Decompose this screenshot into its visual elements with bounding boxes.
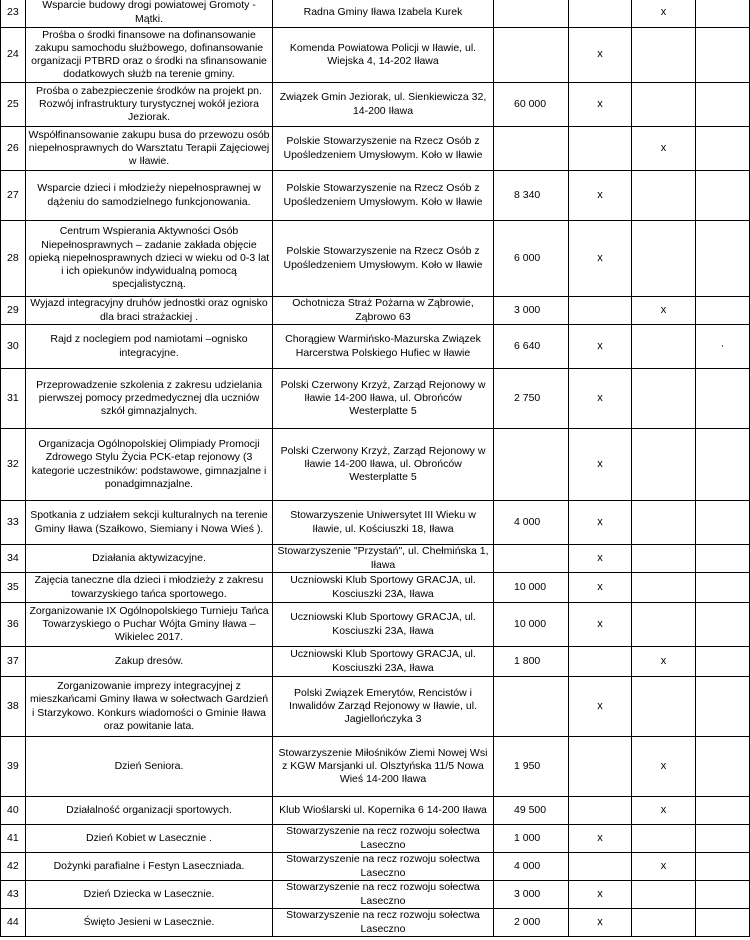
row-number: 34 xyxy=(1,545,26,573)
mark-col-1: x xyxy=(569,677,632,737)
mark-col-2 xyxy=(632,881,696,909)
mark-col-2: x xyxy=(632,737,696,797)
organization: Polskie Stowarzyszenie na Rzecz Osób z Upośledzeniem Umysłowym. Koło w Iławie xyxy=(273,221,494,297)
mark-col-3 xyxy=(696,647,750,677)
mark-col-3 xyxy=(696,603,750,647)
amount: 10 000 xyxy=(494,603,569,647)
table-row xyxy=(1,171,750,221)
mark-col-2: x xyxy=(632,647,696,677)
mark-col-1 xyxy=(569,853,632,881)
amount: 1 950 xyxy=(494,737,569,797)
table-row xyxy=(1,429,750,501)
table-row xyxy=(1,83,750,127)
amount xyxy=(494,429,569,501)
amount xyxy=(494,28,569,83)
amount: 49 500 xyxy=(494,797,569,825)
mark-col-2 xyxy=(632,573,696,603)
amount: 8 340 xyxy=(494,171,569,221)
table-row xyxy=(1,28,750,83)
amount: 3 000 xyxy=(494,881,569,909)
row-number: 33 xyxy=(1,501,26,545)
amount: 3 000 xyxy=(494,297,569,325)
row-number: 28 xyxy=(1,221,26,297)
mark-col-3: · xyxy=(696,325,750,369)
row-number: 36 xyxy=(1,603,26,647)
organization: Uczniowski Klub Sportowy GRACJA, ul. Kosciuszki 23A, Iława xyxy=(273,573,494,603)
mark-col-2 xyxy=(632,221,696,297)
mark-col-2 xyxy=(632,325,696,369)
organization: Ochotnicza Straż Pożarna w Ząbrowie, Ząbrowo 63 xyxy=(273,297,494,325)
task-description: Działalność organizacji sportowych. xyxy=(26,797,273,825)
table-row xyxy=(1,369,750,429)
mark-col-3 xyxy=(696,573,750,603)
task-description: Organizacja Ogólnopolskiej Olimpiady Promocji Zdrowego Stylu Życia PCK-etap rejonowy (3 kategorie uczestników: podstawowe, gimnazjalne i ponadgimnazjalne. xyxy=(26,429,273,501)
task-description: Przeprowadzenie szkolenia z zakresu udzielania pierwszej pomocy przedmedycznej dla uczniów szkół gimnazjalnych. xyxy=(26,369,273,429)
mark-col-1 xyxy=(569,0,632,28)
organization: Stowarzyszenie na recz rozwoju sołectwa Laseczno xyxy=(273,825,494,853)
row-number: 26 xyxy=(1,127,26,171)
mark-col-2 xyxy=(632,909,696,937)
amount: 1 800 xyxy=(494,647,569,677)
row-number: 29 xyxy=(1,297,26,325)
task-description: Wsparcie dzieci i młodzieży niepełnosprawnej w dążeniu do samodzielnego funkcjonowania. xyxy=(26,171,273,221)
amount: 6 640 xyxy=(494,325,569,369)
mark-col-2 xyxy=(632,369,696,429)
table-row xyxy=(1,909,750,937)
table-row xyxy=(1,127,750,171)
table-row xyxy=(1,677,750,737)
row-number: 39 xyxy=(1,737,26,797)
mark-col-1: x xyxy=(569,573,632,603)
mark-col-1: x xyxy=(569,603,632,647)
mark-col-2 xyxy=(632,545,696,573)
row-number: 32 xyxy=(1,429,26,501)
mark-col-3 xyxy=(696,797,750,825)
organization: Uczniowski Klub Sportowy GRACJA, ul. Kosciuszki 23A, Iława xyxy=(273,647,494,677)
mark-col-2 xyxy=(632,28,696,83)
organization: Stowarzyszenie Miłośników Ziemi Nowej Wsi z KGW Marsjanki ul. Olsztyńska 11/5 Nowa Wieś 14-200 Iława xyxy=(273,737,494,797)
mark-col-1 xyxy=(569,647,632,677)
row-number: 40 xyxy=(1,797,26,825)
mark-col-1: x xyxy=(569,325,632,369)
mark-col-3 xyxy=(696,881,750,909)
organization: Komenda Powiatowa Policji w Iławie, ul. Wiejska 4, 14-202 Iława xyxy=(273,28,494,83)
mark-col-2: x xyxy=(632,797,696,825)
task-description: Prośba o zabezpieczenie środków na projekt pn. Rozwój infrastruktury turystycznej wokół jeziora Jeziorak. xyxy=(26,83,273,127)
mark-col-2 xyxy=(632,83,696,127)
organization: Stowarzyszenie "Przystań", ul. Chełmińska 1, Iława xyxy=(273,545,494,573)
mark-col-3 xyxy=(696,297,750,325)
mark-col-2: x xyxy=(632,0,696,28)
task-description: Wsparcie budowy drogi powiatowej Gromoty - Mątki. xyxy=(26,0,273,28)
mark-col-3 xyxy=(696,545,750,573)
organization: Stowarzyszenie na recz rozwoju sołectwa Laseczno xyxy=(273,881,494,909)
row-number: 27 xyxy=(1,171,26,221)
amount: 4 000 xyxy=(494,853,569,881)
amount xyxy=(494,677,569,737)
mark-col-3 xyxy=(696,737,750,797)
mark-col-1: x xyxy=(569,909,632,937)
amount: 2 000 xyxy=(494,909,569,937)
task-description: Prośba o środki finansowe na dofinansowanie zakupu samochodu służbowego, dofinansowanie organizacji PTBRD oraz o środki na sfinansowanie dodatkowych służb na terenie gminy. xyxy=(26,28,273,83)
amount xyxy=(494,0,569,28)
table-row xyxy=(1,881,750,909)
task-description: Dzień Seniora. xyxy=(26,737,273,797)
mark-col-3 xyxy=(696,127,750,171)
task-description: Dzień Kobiet w Lasecznie . xyxy=(26,825,273,853)
organization: Klub Wioślarski ul. Kopernika 6 14-200 Iława xyxy=(273,797,494,825)
table-row xyxy=(1,501,750,545)
mark-col-3 xyxy=(696,369,750,429)
table-row xyxy=(1,221,750,297)
task-description: Działania aktywizacyjne. xyxy=(26,545,273,573)
mark-col-3 xyxy=(696,825,750,853)
table-row xyxy=(1,737,750,797)
organization: Polski Czerwony Krzyż, Zarząd Rejonowy w Iławie 14-200 Iława, ul. Obrońców Westerplatte 5 xyxy=(273,369,494,429)
task-description: Zakup dresów. xyxy=(26,647,273,677)
mark-col-1: x xyxy=(569,545,632,573)
row-number: 41 xyxy=(1,825,26,853)
row-number: 23 xyxy=(1,0,26,28)
organization: Stowarzyszenie Uniwersytet III Wieku w Iławie, ul. Kościuszki 18, Iława xyxy=(273,501,494,545)
mark-col-2 xyxy=(632,171,696,221)
mark-col-1: x xyxy=(569,429,632,501)
amount: 2 750 xyxy=(494,369,569,429)
row-number: 35 xyxy=(1,573,26,603)
organization: Chorągiew Warmińsko-Mazurska Związek Harcerstwa Polskiego Hufiec w Iławie xyxy=(273,325,494,369)
amount xyxy=(494,127,569,171)
row-number: 37 xyxy=(1,647,26,677)
mark-col-2 xyxy=(632,825,696,853)
table-row xyxy=(1,573,750,603)
mark-col-1 xyxy=(569,737,632,797)
row-number: 24 xyxy=(1,28,26,83)
mark-col-3 xyxy=(696,429,750,501)
task-description: Święto Jesieni w Lasecznie. xyxy=(26,909,273,937)
task-description: Spotkania z udziałem sekcji kulturalnych na terenie Gminy Iława (Szałkowo, Siemiany i Nowa Wieś ). xyxy=(26,501,273,545)
mark-col-1: x xyxy=(569,221,632,297)
mark-col-3 xyxy=(696,909,750,937)
mark-col-1: x xyxy=(569,83,632,127)
table-row xyxy=(1,825,750,853)
row-number: 38 xyxy=(1,677,26,737)
task-description: Rajd z noclegiem pod namiotami –ognisko integracyjne. xyxy=(26,325,273,369)
task-description: Dzień Dziecka w Lasecznie. xyxy=(26,881,273,909)
amount: 4 000 xyxy=(494,501,569,545)
task-description: Dożynki parafialne i Festyn Laseczniada. xyxy=(26,853,273,881)
mark-col-2: x xyxy=(632,297,696,325)
mark-col-3 xyxy=(696,171,750,221)
organization: Uczniowski Klub Sportowy GRACJA, ul. Kosciuszki 23A, Iława xyxy=(273,603,494,647)
organization: Stowarzyszenie na recz rozwoju sołectwa Laseczno xyxy=(273,853,494,881)
mark-col-3 xyxy=(696,501,750,545)
row-number: 42 xyxy=(1,853,26,881)
table-row xyxy=(1,797,750,825)
mark-col-2 xyxy=(632,677,696,737)
table-row xyxy=(1,853,750,881)
mark-col-1: x xyxy=(569,171,632,221)
amount: 60 000 xyxy=(494,83,569,127)
mark-col-2: x xyxy=(632,853,696,881)
task-description: Zorganizowanie imprezy integracyjnej z mieszkańcami Gminy Iława w sołectwach Gardzień i Starzykowo. Konkurs wiadomości o Gminie Iława oraz powitanie lata. xyxy=(26,677,273,737)
mark-col-2 xyxy=(632,603,696,647)
table-row xyxy=(1,0,750,28)
mark-col-2: x xyxy=(632,127,696,171)
task-description: Zajęcia taneczne dla dzieci i młodzieży z zakresu towarzyskiego tańca sportowego. xyxy=(26,573,273,603)
mark-col-3 xyxy=(696,28,750,83)
row-number: 44 xyxy=(1,909,26,937)
mark-col-1: x xyxy=(569,369,632,429)
mark-col-1 xyxy=(569,127,632,171)
task-description: Zorganizowanie IX Ogólnopolskiego Turnieju Tańca Towarzyskiego o Puchar Wójta Gminy Iława – Wikielec 2017. xyxy=(26,603,273,647)
row-number: 30 xyxy=(1,325,26,369)
table-row xyxy=(1,297,750,325)
table-body xyxy=(1,0,750,937)
mark-col-1: x xyxy=(569,28,632,83)
mark-col-3 xyxy=(696,83,750,127)
table-row xyxy=(1,603,750,647)
mark-col-3 xyxy=(696,853,750,881)
mark-col-1: x xyxy=(569,825,632,853)
mark-col-2 xyxy=(632,429,696,501)
mark-col-3 xyxy=(696,677,750,737)
mark-col-1: x xyxy=(569,501,632,545)
amount: 1 000 xyxy=(494,825,569,853)
table-row xyxy=(1,545,750,573)
organization: Stowarzyszenie na recz rozwoju sołectwa Laseczno xyxy=(273,909,494,937)
mark-col-1 xyxy=(569,797,632,825)
task-description: Wyjazd integracyjny druhów jednostki oraz ognisko dla braci strażackiej . xyxy=(26,297,273,325)
organization: Polski Czerwony Krzyż, Zarząd Rejonowy w Iławie 14-200 Iława, ul. Obrońców Westerplatte 5 xyxy=(273,429,494,501)
mark-col-1: x xyxy=(569,881,632,909)
row-number: 31 xyxy=(1,369,26,429)
row-number: 43 xyxy=(1,881,26,909)
amount: 6 000 xyxy=(494,221,569,297)
task-description: Współfinansowanie zakupu busa do przewozu osób niepełnosprawnych do Warsztatu Terapii Zajęciowej w Iławie. xyxy=(26,127,273,171)
organization: Polskie Stowarzyszenie na Rzecz Osób z Upośledzeniem Umysłowym. Koło w Iławie xyxy=(273,171,494,221)
organization: Radna Gminy Iława Izabela Kurek xyxy=(273,0,494,28)
row-number: 25 xyxy=(1,83,26,127)
table-row xyxy=(1,325,750,369)
mark-col-2 xyxy=(632,501,696,545)
mark-col-3 xyxy=(696,0,750,28)
mark-col-3 xyxy=(696,221,750,297)
table-row xyxy=(1,647,750,677)
mark-col-1 xyxy=(569,297,632,325)
organization: Polskie Stowarzyszenie na Rzecz Osób z Upośledzeniem Umysłowym. Koło w Iławie xyxy=(273,127,494,171)
amount: 10 000 xyxy=(494,573,569,603)
organization: Związek Gmin Jeziorak, ul. Sienkiewicza 32, 14-200 Iława xyxy=(273,83,494,127)
task-description: Centrum Wspierania Aktywności Osób Niepełnosprawnych – zadanie zakłada objęcie opieką niepełnosprawnych dzieci w wieku od 0-3 lat i ich opiekunów indywidualną pomocą specjalistyczną. xyxy=(26,221,273,297)
organization: Polski Związek Emerytów, Rencistów i Inwalidów Zarząd Rejonowy w Iławie, ul. Jagiellończyka 3 xyxy=(273,677,494,737)
amount xyxy=(494,545,569,573)
